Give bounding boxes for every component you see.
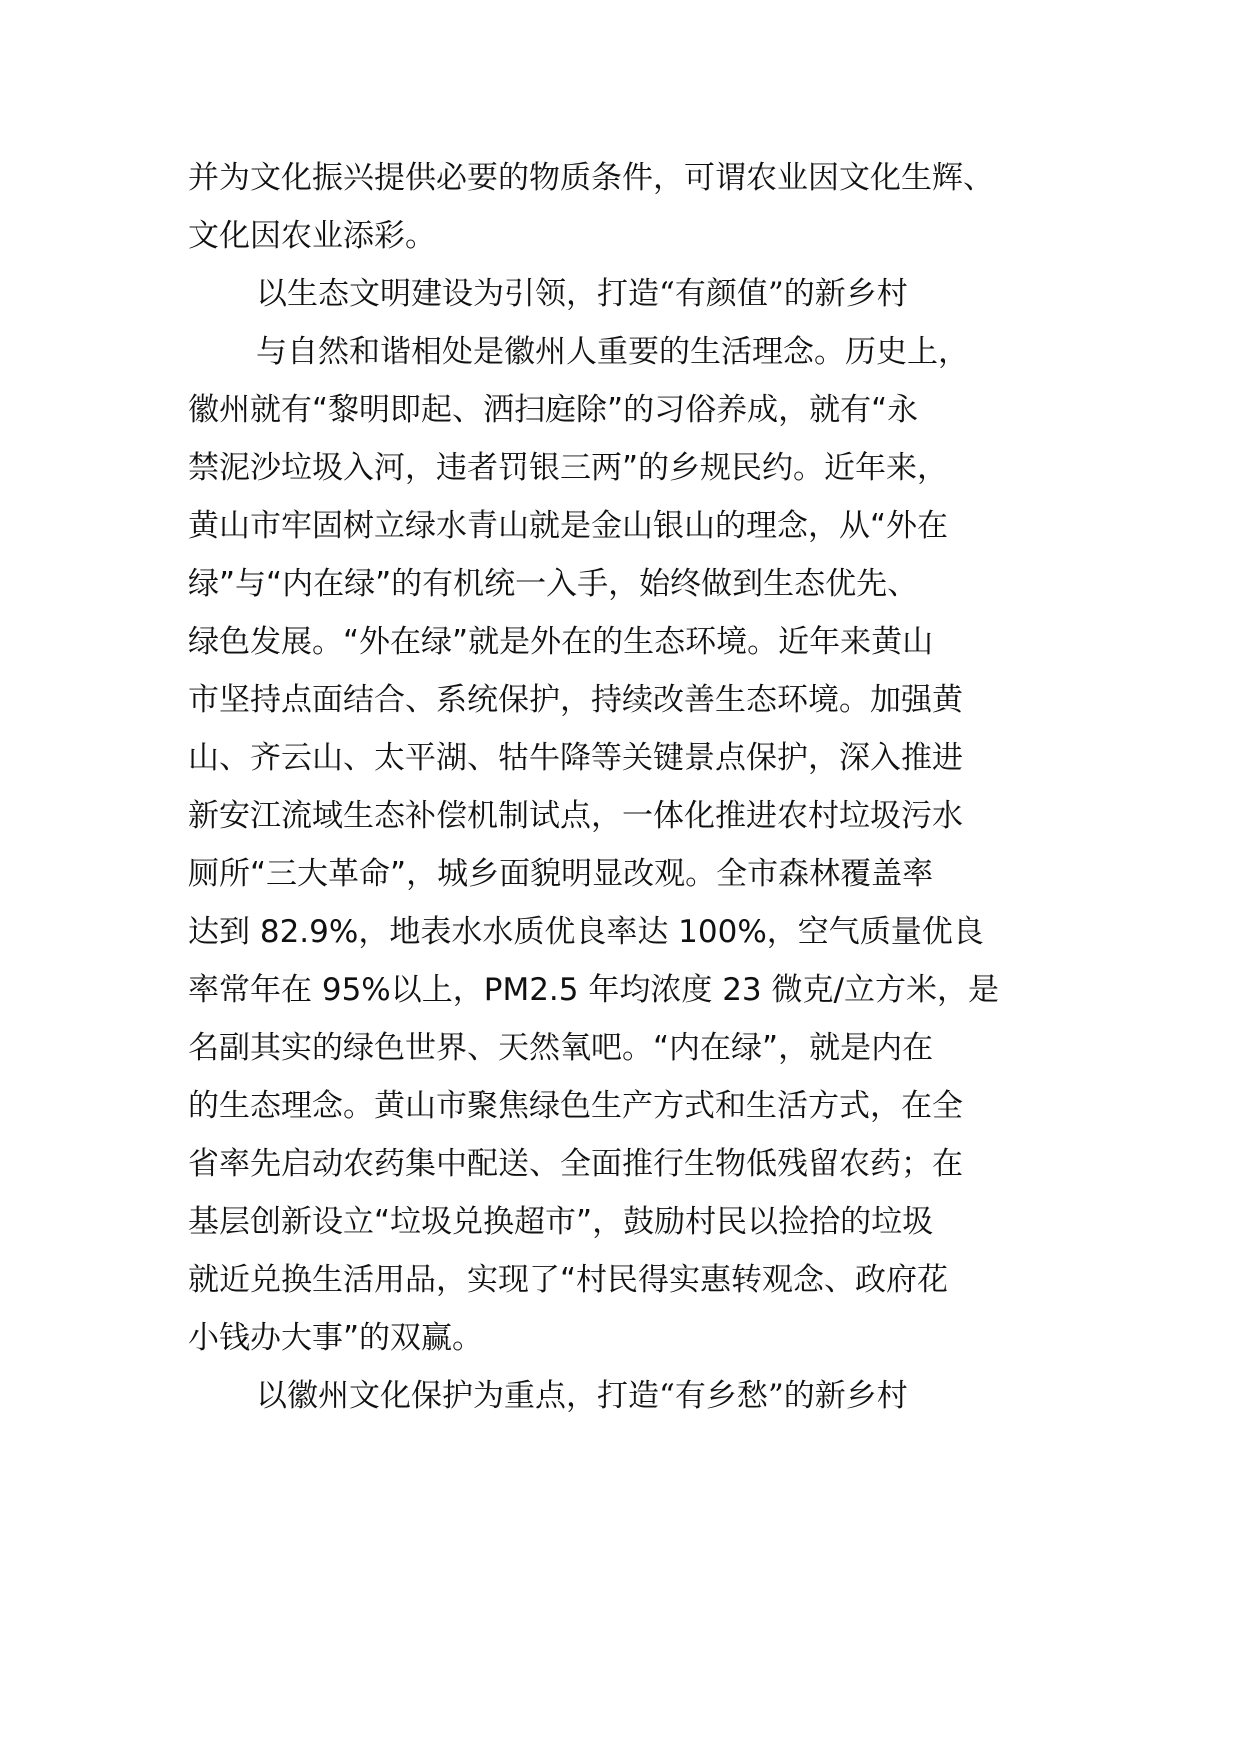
body-text-line: 的生态理念。黄山市聚焦绿色生产方式和生活方式，在全 xyxy=(188,1088,963,1124)
body-text-line: 厕所“三大革命”，城乡面貌明显改观。全市森林覆盖率 xyxy=(188,856,934,892)
body-text-line: 绿色发展。“外在绿”就是外在的生态环境。近年来黄山 xyxy=(188,624,934,660)
body-text-line: 小钱办大事”的双赢。 xyxy=(188,1320,484,1356)
body-text-line: 就近兑换生活用品，实现了“村民得实惠转观念、政府花 xyxy=(188,1262,949,1298)
body-text-line: 省率先启动农药集中配送、全面推行生物低残留农药；在 xyxy=(188,1146,963,1182)
section-heading: 以生态文明建设为引领，打造“有颜值”的新乡村 xyxy=(256,276,908,312)
body-text-line: 并为文化振兴提供必要的物质条件，可谓农业因文化生辉、 xyxy=(188,160,994,196)
body-text-line: 名副其实的绿色世界、天然氧吧。“内在绿”，就是内在 xyxy=(188,1030,934,1066)
body-text-line: 禁泥沙垃圾入河，违者罚银三两”的乡规民约。近年来， xyxy=(188,450,949,486)
body-text-line: 绿”与“内在绿”的有机统一入手，始终做到生态优先、 xyxy=(188,566,919,602)
body-text-line: 新安江流域生态补偿机制试点，一体化推进农村垃圾污水 xyxy=(188,798,963,834)
body-text-line: 与自然和谐相处是徽州人重要的生活理念。历史上， xyxy=(256,334,969,370)
section-heading: 以徽州文化保护为重点，打造“有乡愁”的新乡村 xyxy=(256,1378,908,1414)
body-text-line: 市坚持点面结合、系统保护，持续改善生态环境。加强黄 xyxy=(188,682,963,718)
body-text-line: 黄山市牢固树立绿水青山就是金山银山的理念，从“外在 xyxy=(188,508,949,544)
body-text-line: 文化因农业添彩。 xyxy=(188,218,436,254)
body-text-line: 基层创新设立“垃圾兑换超市”，鼓励村民以捡拾的垃圾 xyxy=(188,1204,934,1240)
body-text-line: 达到 82.9%，地表水水质优良率达 100%，空气质量优良 xyxy=(188,914,984,950)
body-text-line: 山、齐云山、太平湖、牯牛降等关键景点保护，深入推进 xyxy=(188,740,963,776)
body-text-line: 率常年在 95%以上，PM2.5 年均浓度 23 微克/立方米，是 xyxy=(188,972,999,1008)
body-text-line: 徽州就有“黎明即起、洒扫庭除”的习俗养成，就有“永 xyxy=(188,392,919,428)
